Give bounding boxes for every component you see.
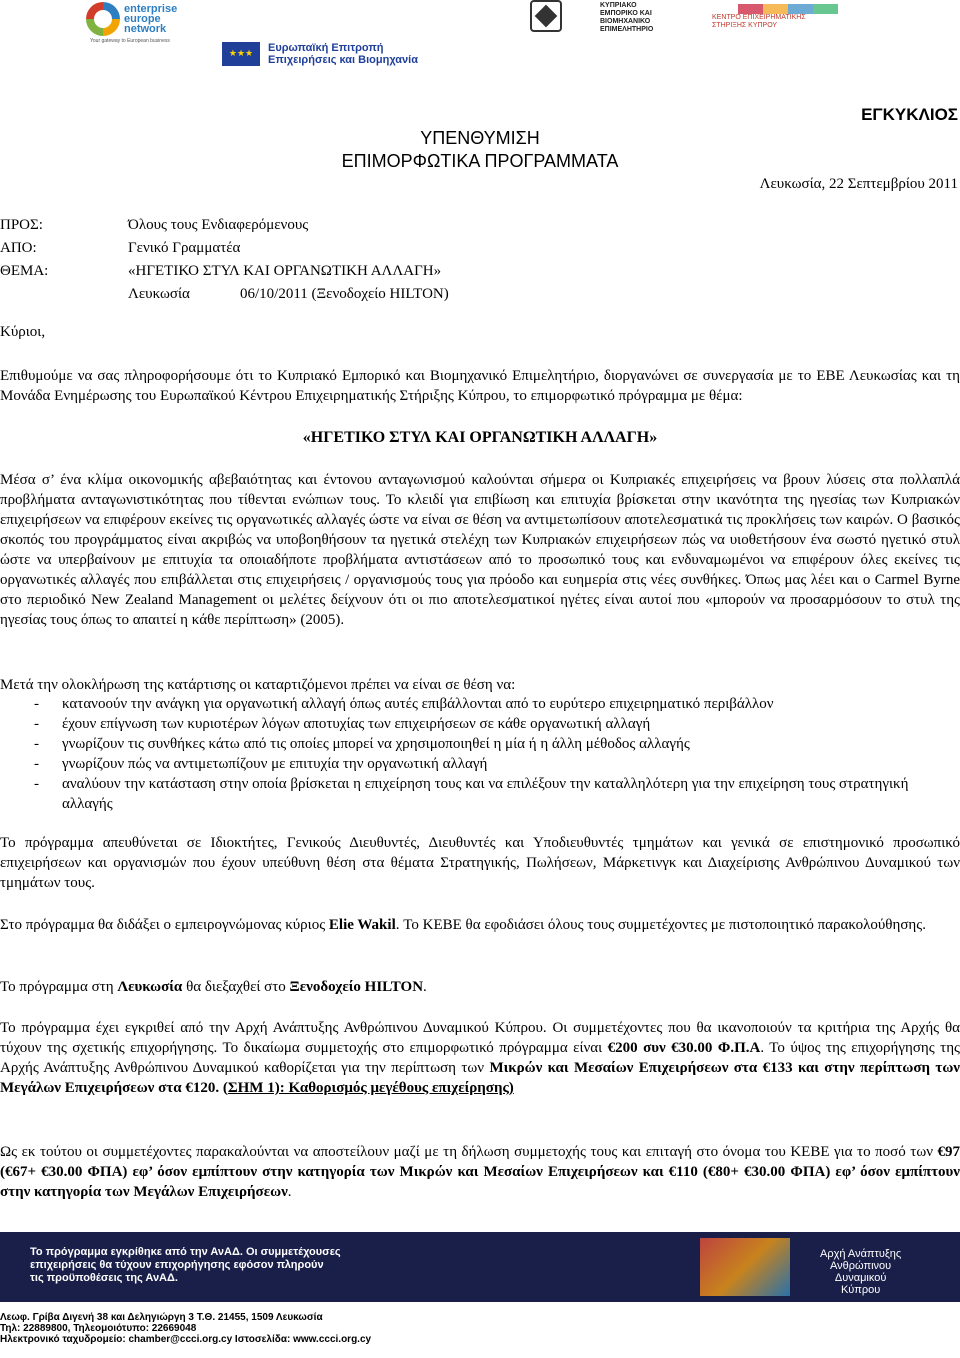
paragraph-venue: Το πρόγραμμα στη Λευκωσία θα διεξαχθεί στο Ξενοδοχείο HILTON.: [0, 979, 427, 995]
date: Λευκωσία, 22 Σεπτεμβρίου 2011: [759, 176, 958, 192]
list-item: - έχουν επίγνωση των κυριοτέρων λόγων αποτυχίας των επιχειρήσεων σε κάθε οργανωτική αλλαγή: [34, 716, 651, 732]
salutation: Κύριοι,: [0, 324, 46, 340]
paragraph-instructor: Στο πρόγραμμα θα διδάξει ο εμπειρογνώμονας κύριος Elie Wakil. Το ΚΕΒΕ θα εφοδιάσει όλους τους συμμετέχοντες με πιστοποιητικό παρακολούθησης.: [0, 917, 926, 933]
doc-type: ΕΓΚΥΚΛΙΟΣ: [861, 105, 958, 124]
instructor-name: Elie Wakil: [328, 917, 396, 933]
paragraph-intro: Επιθυμούμε να σας πληροφορήσουμε ότι το Κυπριακό Εμπορικό και Βιομηχανικό Επιμελητήριο, διοργανώνει σε συνεργασία με το ΕΒΕ Λευκωσίας και τη Μονάδα Ενημέρωσης του Ευρωπαϊκού Κέντρου Επιχειρηματικής Στήριξης Κύπρου, το επιμορφωτικό πρόγραμμα με θέμα:: [0, 368, 960, 404]
een-logo-text: enterprise europe network: [124, 3, 178, 35]
from-label: ΑΠΟ:: [0, 240, 37, 256]
eu-logo-text: Ευρωπαϊκή Επιτροπή Επιχειρήσεις και Βιομηχανία: [268, 42, 418, 66]
paragraph-audience: Το πρόγραμμα απευθύνεται σε Ιδιοκτήτες, Γενικούς Διευθυντές, Διευθυντές και Υποδιευθυντές τμημάτων και γενικά σε επιστημονικό προσωπικό επιχειρήσεων και οργανισμών που έχουν υπεύθυνη θέση στα θέματα Στρατηγικής, Πωλήσεων, Μάρκετινγκ και Διαχείρισης Ανθρώπινου Δυναμικού των τμημάτων τους.: [0, 835, 960, 891]
list-item: - κατανοούν την ανάγκη για οργανωτική αλλαγή όπως αυτές επιβάλλονται από το ευρύτερο επιχειρηματικό περιβάλλον: [34, 696, 774, 712]
objectives-list: [0, 694, 960, 814]
anad-logo-text: Αρχή Ανάπτυξης Ανθρώπινου Δυναμικού Κύπρου: [820, 1248, 902, 1296]
memo-place: Λευκωσία: [128, 286, 190, 302]
een-circle-icon: [86, 2, 120, 36]
to-label: ΠΡΟΣ:: [0, 217, 43, 233]
subject-label: ΘΕΜΑ:: [0, 263, 49, 279]
een-logo: [86, 2, 206, 44]
list-item: - γνωρίζουν πώς να αντιμετωπίζουν με επιτυχία την οργανωτική αλλαγή: [34, 756, 488, 772]
objectives-intro: Μετά την ολοκλήρωση της κατάρτισης οι καταρτιζόμενοι πρέπει να είναι σε θέση να:: [0, 677, 516, 693]
footer-banner-text: Το πρόγραμμα εγκρίθηκε από την ΑνΑΔ. Οι συμμετέχουσες επιχειρήσεις θα τύχουν επιχορήγησης εφόσον πληρούν τις προϋποθέσεις της ΑνΑΔ.: [30, 1246, 341, 1284]
ccci-logo-text: ΚΥΠΡΙΑΚΟ ΕΜΠΟΡΙΚΟ ΚΑΙ ΒΙΟΜΗΧΑΝΙΚΟ ΕΠΙΜΕΛΗΤΗΡΙΟ: [600, 2, 654, 33]
kep-stripe-icon: [738, 4, 838, 14]
subject-value: «ΗΓΕΤΙΚΟ ΣΤΥΛ ΚΑΙ ΟΡΓΑΝΩΤΙΚΗ ΑΛΛΑΓΗ»: [128, 263, 442, 279]
footer-address: Λεωφ. Γρίβα Διγενή 38 και Δεληγιώργη 3 Τ.Θ. 21455, 1509 Λευκωσία Τηλ: 22889800, Τηλεομοιότυπο: 22669048 Ηλεκτρονικό ταχυδρομείο: chamber@ccci.org.cy Ιστοσελίδα: www.ccci.org.cy: [0, 1312, 372, 1345]
paragraph-fees: Το πρόγραμμα έχει εγκριθεί από την Αρχή Ανάπτυξης Ανθρώπινου Δυναμικού Κύπρου. Οι συμμετέχοντες που θα ικανοποιούν τα κριτήρια της Αρχής θα τύχουν της σχετικής επιχορήγησης. Το δικαίωμα συμμετοχής στο επιμορφωτικό πρόγραμμα είναι €200 συν €30.00 Φ.Π.Α. Το ύψος της επιχορήγησης της Αρχής Ανάπτυξης Ανθρώπινου Δυναμικού καθορίζεται για την περίπτωση των Μικρών και Μεσαίων Επιχειρήσεων στα €133 και στην περίπτωση των Μεγάλων Επιχειρήσεων στα €120. (ΣΗΜ 1): Καθορισμός μεγέθους επιχείρησης): [0, 1020, 960, 1096]
memo-date-venue: 06/10/2011 (Ξενοδοχείο HILTON): [240, 286, 449, 302]
venue-hotel: Ξενοδοχείο HILTON: [289, 979, 424, 995]
title-line-1: ΥΠΕΝΘΥΜΙΣΗ: [420, 128, 540, 148]
from-value: Γενικό Γραμματέα: [128, 240, 241, 256]
to-value: Όλους τους Ενδιαφερόμενους: [128, 217, 309, 233]
size-note: ΣΗΜ 1): Καθορισμός μεγέθους επιχείρησης): [227, 1080, 514, 1096]
payment-amounts: €97 (€67+ €30.00 ΦΠΑ) εφ’ όσον εμπίπτουν στην κατηγορία των Μικρών και Μεσαίων Επιχειρήσεων και €110 (€80+ €30.00 ΦΠΑ) εφ’ όσον εμπίπτουν στην κατηγορία των Μεγάλων Επιχειρήσεων: [0, 1144, 960, 1200]
grant-amounts: Μικρών και Μεσαίων Επιχειρήσεων στα €133 και στην περίπτωση των Μεγάλων Επιχειρήσεων στα €120. (: [0, 1060, 960, 1096]
anad-logo-mark-icon: [700, 1238, 790, 1296]
ccci-mark-icon: [530, 0, 562, 32]
paragraph-payment: Ως εκ τούτου οι συμμετέχοντες παρακαλούνται να αποστείλουν μαζί με τη δήλωση συμμετοχής τους και επιταγή στο όνομα του ΚΕΒΕ για το ποσό των €97 (€67+ €30.00 ΦΠΑ) εφ’ όσον εμπίπτουν στην κατηγορία των Μικρών και Μεσαίων Επιχειρήσεων και €110 (€80+ €30.00 ΦΠΑ) εφ’ όσον εμπίπτουν στην κατηγορία των Μεγάλων Επιχειρήσεων.: [0, 1144, 960, 1200]
venue-city: Λευκωσία: [117, 979, 183, 995]
kep-logo: [708, 0, 868, 36]
eu-flag-icon: ★★★: [222, 42, 260, 66]
list-item: - γνωρίζουν τις συνθήκες κάτω από τις οποίες μπορεί να χρησιμοποιηθεί η μία ή η άλλη μέθοδος αλλαγής: [34, 736, 690, 752]
kep-logo-text: ΚΕΝΤΡΟ ΕΠΙΧΕΙΡΗΜΑΤΙΚΗΣ ΣΤΗΡΙΞΗΣ ΚΥΠΡΟΥ: [712, 14, 806, 29]
program-title: «ΗΓΕΤΙΚΟ ΣΤΥΛ ΚΑΙ ΟΡΓΑΝΩΤΙΚΗ ΑΛΛΑΓΗ»: [302, 429, 658, 446]
footer-banner: [0, 1232, 960, 1302]
ccci-logo: [530, 0, 690, 32]
list-item: - αναλύουν την κατάσταση στην οποία βρίσκεται η επιχείρηση τους και να επιλέξουν την καταλληλότερη για την επιχείρηση τους στρατηγική αλλαγής: [34, 776, 909, 812]
een-logo-tagline: Your gateway to European business: [90, 38, 170, 44]
title-line-2: ΕΠΙΜΟΡΦΩΤΙΚΑ ΠΡΟΓΡΑΜΜΑΤΑ: [341, 151, 619, 171]
eu-commission-logo: [222, 42, 470, 66]
participation-fee: €200 συν €30.00 Φ.Π.Α: [607, 1040, 761, 1056]
paragraph-description: Μέσα σ’ ένα κλίμα οικονομικής αβεβαιότητας και έντονου ανταγωνισμού καλούνται σήμερα οι Κυπριακές επιχειρήσεις να βρουν λύσεις στα πολλαπλά προβλήματα ανταγωνιστικότητας που τίθενται ενώπιων τους. Το κλειδί για επιβίωση και επιτυχία βρίσκεται στην ικανότητα της ηγεσίας των Κυπριακών επιχειρήσεων να επιφέρουν εκείνες τις οργανωτικές αλλαγές ώστε να είναι σε θέση να αντιμετωπίσουν αποτελεσματικά τις προκλήσεις των καιρών. Ο βασικός σκοπός του προγράμματος είναι ακριβώς να υποβοηθήσουν τα ηγετικά στελέχη των Κυπριακών επιχειρήσεων πώς να υιοθετήσουν ένα σωστό ηγετικό στυλ ώστε να υπερβαίνουν με επιτυχία τα οποιαδήποτε προβλήματα αντιστάσεων από το προσωπικό τους και ενδυναμωμένοι να επιφέρουν όλες εκείνες τις οργανωτικές αλλαγές που επιβάλλεται στις επιχειρήσεις / οργανισμούς τους για πρόοδο και ευημερία στις νέες συνθήκες. Όπως μας λέει και ο Carmel Byrne στο περιοδικό New Zealand Management οι μελέτες δείχνουν ότι οι πιο αποτελεσματικοί ηγέτες είναι αυτοί που «μπορούν να προσαρμόσουν το στυλ της ηγεσίας τους όπως το απαιτεί η κάθε περίπτωση» (2005).: [0, 472, 960, 628]
